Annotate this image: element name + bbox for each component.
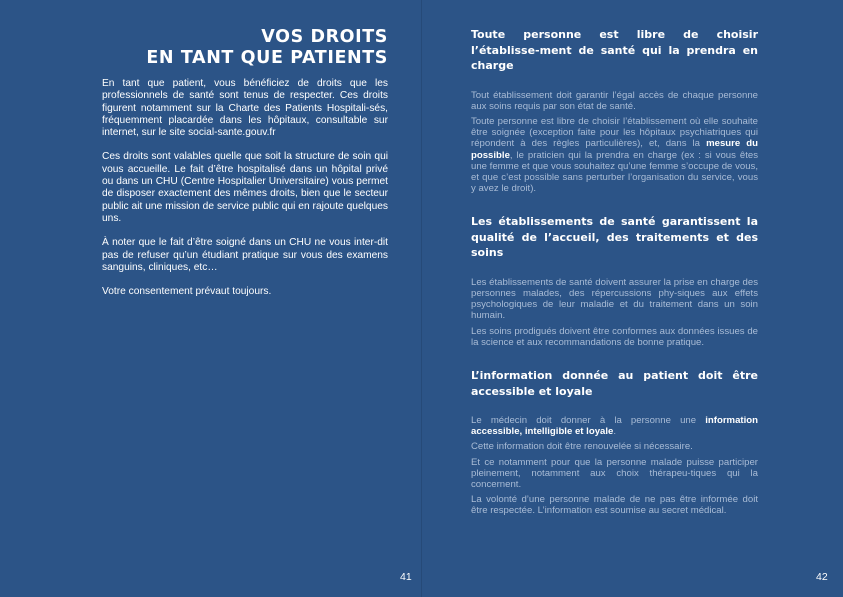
intro-paragraph-2: Ces droits sont valables quelle que soit la structure de soin qui vous accueille. Le fait d’être hospitalisé dans un hôpital privé ou dans un CHU (Centre Hospitalier Universitaire) vous permet de disposer exactement des mêmes droits, bien que le secteur public ait une mission de service public qui en rajoute quelques uns. <box>102 151 388 224</box>
section-quality-heading: Les établissements de santé garantissent la qualité de l’accueil, des traitements et des soins <box>471 215 758 260</box>
section-information-paragraph-4: La volonté d’une personne malade de ne pas être informée doit être respectée. L’information est soumise au secret médical. <box>471 494 758 517</box>
intro-paragraph-4: Votre consentement prévaut toujours. <box>102 286 272 298</box>
section-quality-paragraph-1: Les établissements de santé doivent assurer la prise en charge des personnes malades, des répercussions phy-siques aux effets psychologiques de leur maladie et du traitement dans un soin humain. <box>471 276 758 322</box>
page-title <box>102 27 388 69</box>
section-choice-paragraph-2: Toute personne est libre de choisir l’établissement où elle souhaite être soignée (exception faite pour les hôpitaux psychiatriques qui répondent à des règles particulières), et, dans la mesure du possible, le praticien qui la prendra en charge (ex : si vous êtes une femme et que vous souhaitez qu’une femme s’occupe de vous, et que c’est possible sans perturber l’organisation du service, vous y avez le droit). <box>471 115 758 195</box>
section-information-paragraph-1: Le médecin doit donner à la personne une information accessible, intelligible et loyale. <box>471 415 758 438</box>
title-line-2: EN TANT QUE PATIENTS <box>146 48 388 68</box>
left-page <box>0 0 421 597</box>
section-choice-paragraph-1: Tout établissement doit garantir l’égal accès de chaque personne aux soins requis par son état de santé. <box>471 89 758 112</box>
intro-paragraph-1: En tant que patient, vous bénéficiez de droits que les professionnels de santé sont tenus de respecter. Ces droits figurent notamment sur la Charte des Patients Hospitali-sés, fréquemment placardée dans les hôpitaux, consultable sur internet, sur le site social-sante.gouv.fr <box>102 78 388 139</box>
section-information <box>471 368 758 517</box>
intro-text <box>102 78 388 310</box>
intro-paragraph-3: À noter que le fait d’être soigné dans un CHU ne vous inter-dit pas de refuser qu’un étudiant pratique sur vous des examens sanguins, cliniques, etc… <box>102 237 388 273</box>
right-page <box>422 0 843 597</box>
rights-sections <box>471 27 758 537</box>
page-number-left: 41 <box>400 571 412 583</box>
section-quality <box>471 214 758 348</box>
section-information-paragraph-3: Et ce notamment pour que la personne malade puisse participer pleinement, notamment aux choix thérapeu-tiques qui la concernent. <box>471 456 758 491</box>
page-number-right: 42 <box>816 571 828 583</box>
section-information-paragraph-2: Cette information doit être renouvelée si nécessaire. <box>471 441 693 453</box>
emphasis-mesure: mesure du possible <box>471 138 758 161</box>
emphasis-information: information accessible, intelligible et loyale <box>471 415 758 438</box>
section-choice-heading: Toute personne est libre de choisir l’établisse-ment de santé qui la prendra en charge <box>471 28 758 72</box>
section-choice <box>471 27 758 194</box>
section-quality-paragraph-2: Les soins prodigués doivent être conformes aux données issues de la science et aux recommandations de bonne pratique. <box>471 325 758 348</box>
section-information-heading: L’information donnée au patient doit être accessible et loyale <box>471 369 758 398</box>
title-line-1: VOS DROITS <box>261 27 388 47</box>
